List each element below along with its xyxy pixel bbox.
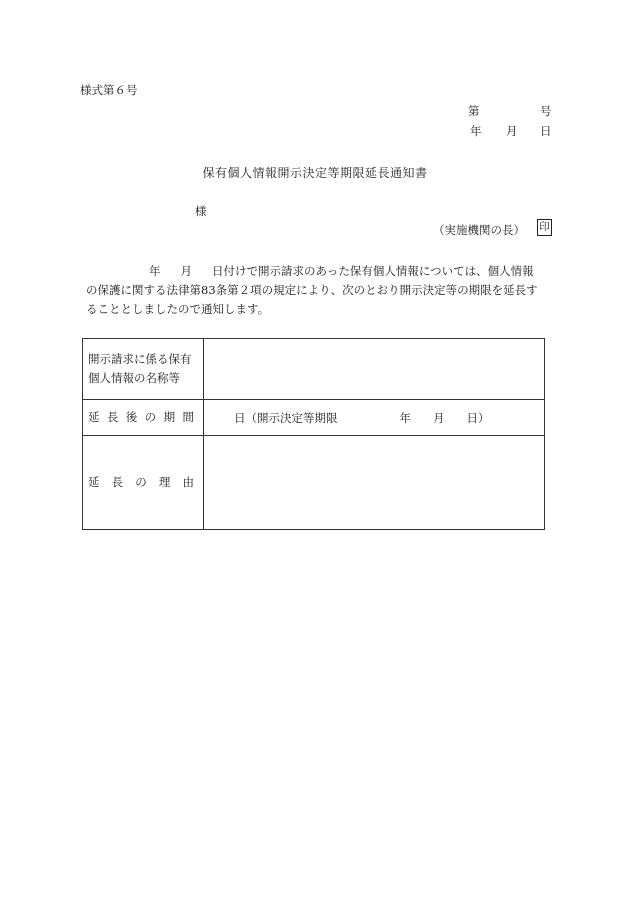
extended-period-label: 延 長 後 の 期 間 xyxy=(83,400,204,436)
body-month: 月 xyxy=(180,264,192,278)
document-title: 保有個人情報開示決定等期限延長通知書 xyxy=(202,166,428,180)
details-table xyxy=(82,338,545,530)
date-year: 年 xyxy=(470,124,482,138)
body-line-3: ることとしましたので通知します。 xyxy=(86,302,270,316)
date-day: 日 xyxy=(540,124,552,138)
info-name-label: 開示請求に係る保有個人情報の名称等 xyxy=(83,339,204,400)
extended-period-value: 日（開示決定等期限 年 月 日） xyxy=(204,400,545,436)
seal-mark: 印 xyxy=(537,219,552,236)
notice-body xyxy=(86,262,552,319)
info-name-value xyxy=(204,339,545,400)
body-line-2: の保護に関する法律第83条第２項の規定により、次のとおり開示決定等の期限を延長す xyxy=(86,283,538,297)
date-month: 月 xyxy=(506,124,518,138)
reference-suffix: 号 xyxy=(540,104,552,118)
sender-label: （実施機関の長） xyxy=(433,223,525,237)
addressee: 様 xyxy=(195,204,207,218)
extension-reason-label: 延 長 の 理 由 xyxy=(83,436,204,530)
body-line-1-rest: 日付けで開示請求のあった保有個人情報については、個人情報 xyxy=(212,264,534,278)
extension-reason-value xyxy=(204,436,545,530)
table-row xyxy=(83,400,545,436)
reference-prefix: 第 xyxy=(468,104,480,118)
form-number: 様式第６号 xyxy=(80,83,138,97)
table-row xyxy=(83,339,545,400)
table-row xyxy=(83,436,545,530)
body-line-1 xyxy=(86,262,552,281)
body-year: 年 xyxy=(149,264,161,278)
